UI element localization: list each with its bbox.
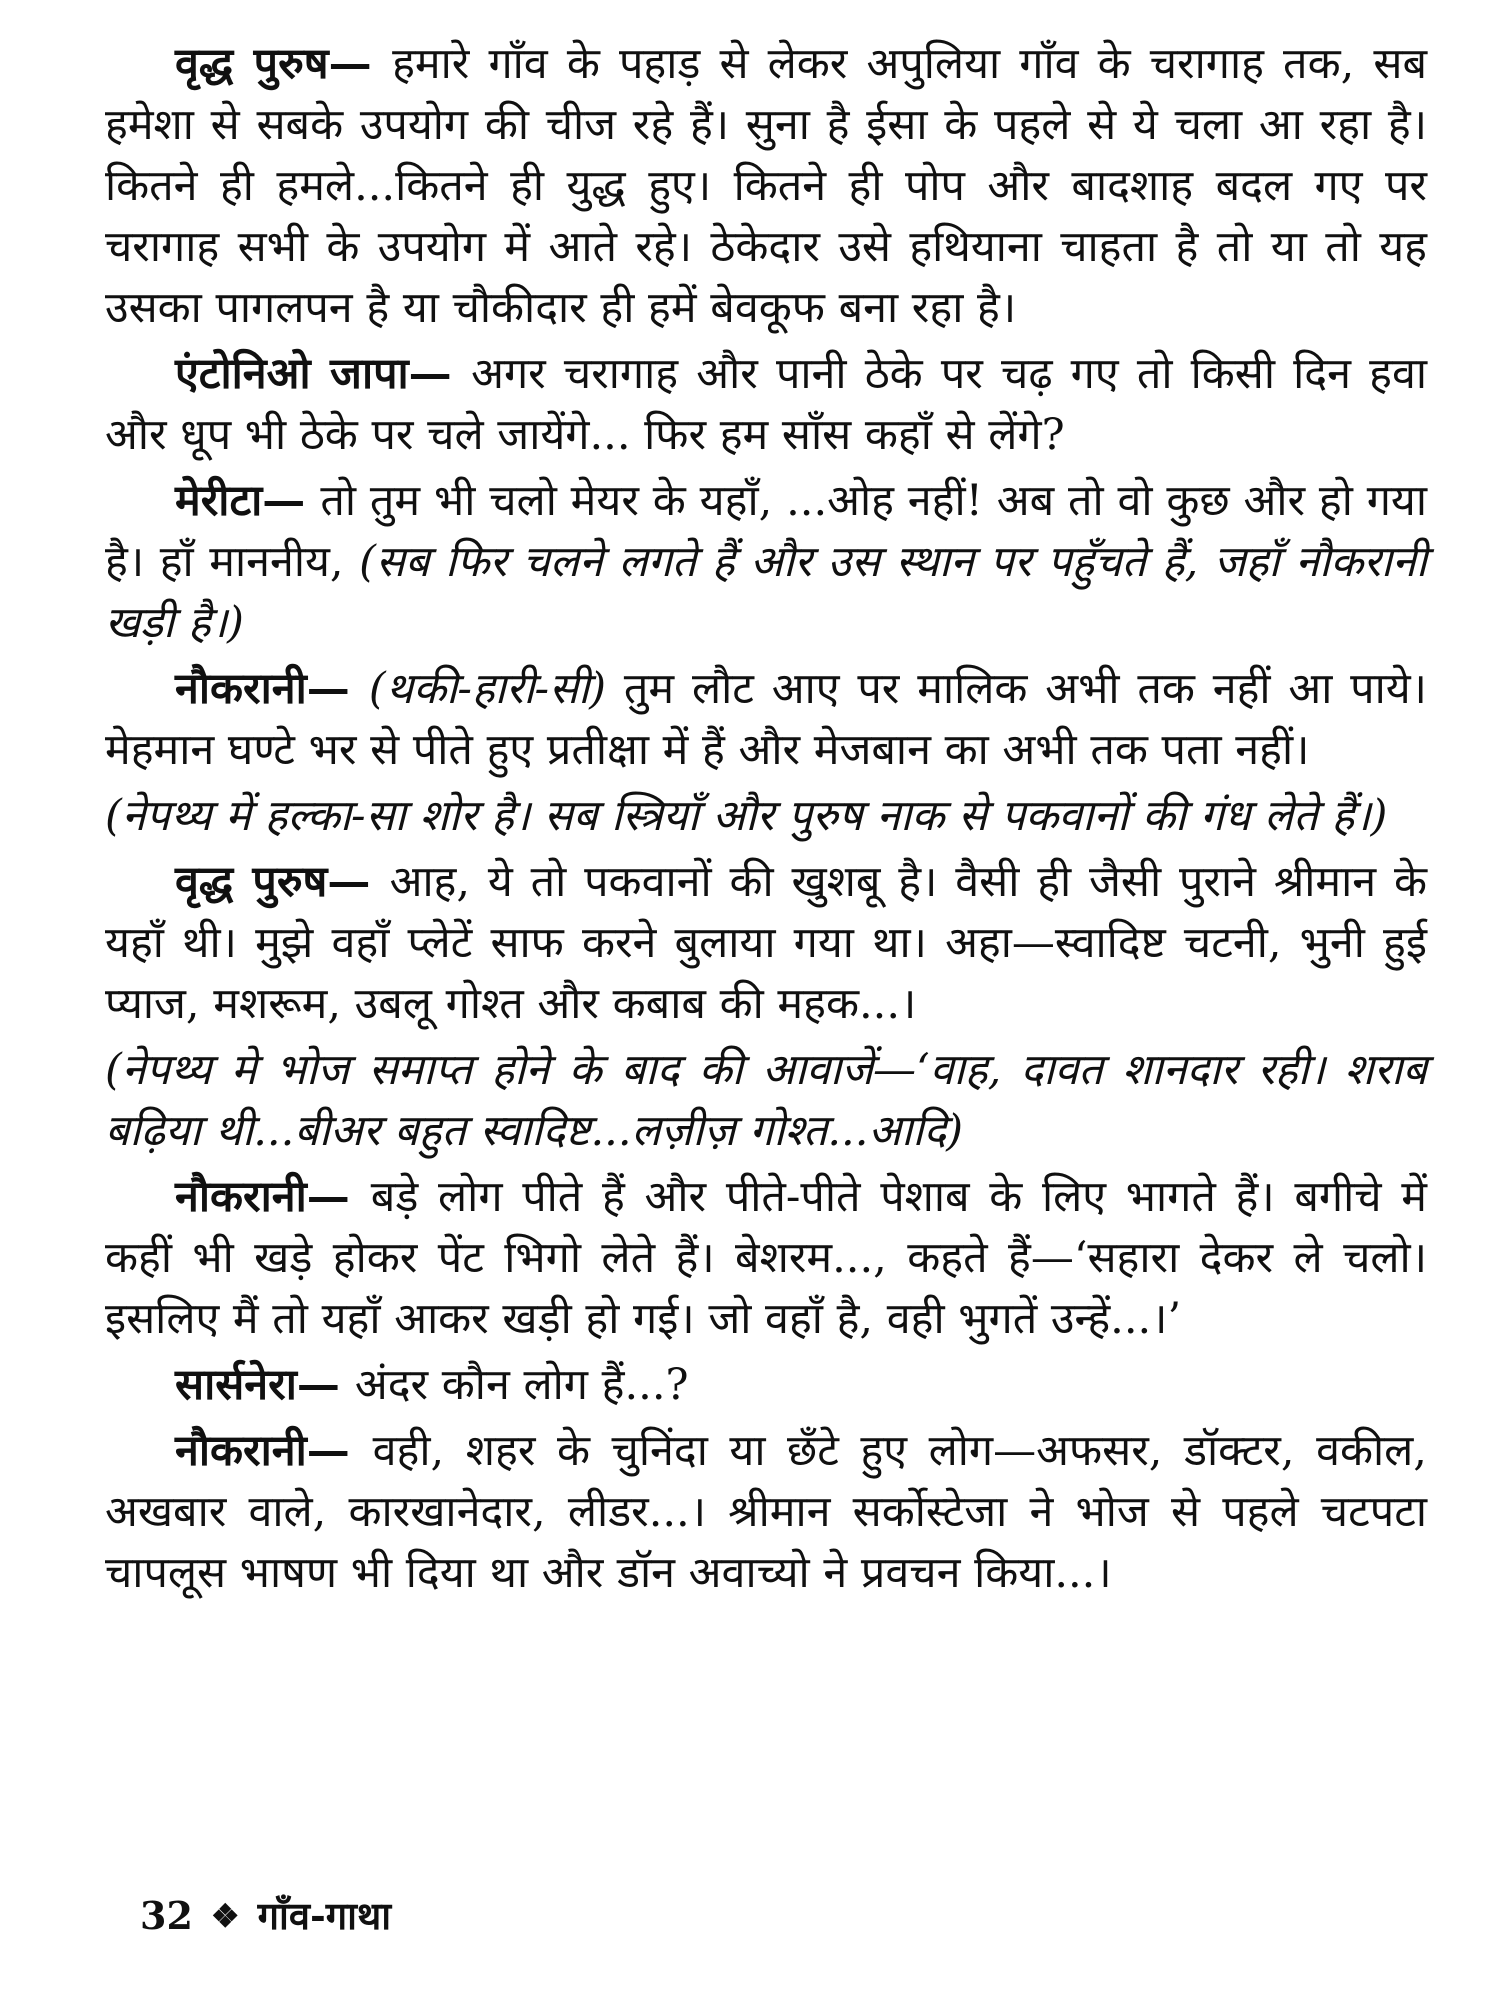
dialogue-text: तुम लौट आए पर मालिक अभी तक नहीं आ पाये। मेहमान घण्टे भर से पीते हुए प्रतीक्षा में हैं और मेजबान का अभी तक पता नहीं। xyxy=(105,664,1427,775)
stage-direction: (नेपथ्य मे भोज समाप्त होने के बाद की आवाजें—‘वाह, दावत शानदार रही। शराब बढ़िया थी...बीअर बहुत स्वादिष्ट...लज़ीज़ गोश्त...आदि) xyxy=(105,1045,1427,1156)
speaker-name: वृद्ध पुरुष— xyxy=(175,39,393,89)
dialogue-text: तो तुम भी चलो मेयर के यहाँ, ...ओह नहीं! अब तो वो कुछ और हो गया है। हाँ माननीय, xyxy=(105,476,1428,587)
speaker-name: नौकरानी— xyxy=(175,1172,371,1222)
speaker-name: मेरीटा— xyxy=(175,476,321,526)
speaker-name: एंटोनिओ जापा— xyxy=(175,349,472,399)
speech-paragraph xyxy=(105,852,1427,1035)
speech-paragraph xyxy=(105,1421,1427,1604)
dialogue-text: वही, शहर के चुनिंदा या छँटे हुए लोग—अफसर, डॉक्टर, वकील, अखबार वाले, कारखानेदार, लीडर...। श्रीमान सर्कोस्टेजा ने भोज से पहले चटपटा चापलूस भाषण भी दिया था और डॉन अवाच्यो ने प्रवचन किया...। xyxy=(105,1426,1427,1598)
dialogue-text: अंदर कौन लोग हैं...? xyxy=(354,1360,689,1410)
speech-paragraph xyxy=(105,471,1427,654)
stage-direction-paragraph xyxy=(105,1040,1427,1162)
text-block xyxy=(105,34,1427,1609)
speech-paragraph xyxy=(105,1167,1427,1350)
stage-direction: (सब फिर चलने लगते हैं और उस स्थान पर पहुँचते हैं, जहाँ नौकरानी खड़ी है।) xyxy=(105,537,1428,648)
stage-direction-paragraph xyxy=(105,786,1427,847)
speaker-name: नौकरानी— xyxy=(175,664,369,714)
speech-paragraph xyxy=(105,659,1427,781)
speech-paragraph xyxy=(105,344,1427,466)
book-title: गाँव-गाथा xyxy=(257,1893,392,1938)
speaker-name: सार्सनेरा— xyxy=(175,1360,355,1410)
dialogue-text: बड़े लोग पीते हैं और पीते-पीते पेशाब के लिए भागते हैं। बगीचे में कहीं भी खड़े होकर पेंट भिगो लेते हैं। बेशरम..., कहते हैं—‘सहारा देकर ले चलो। इसलिए मैं तो यहाँ आकर खड़ी हो गई। जो वहाँ है, वही भुगतें उन्हें...।’ xyxy=(105,1172,1427,1344)
speech-paragraph xyxy=(105,34,1427,339)
speech-paragraph xyxy=(105,1355,1427,1416)
speaker-name: वृद्ध पुरुष— xyxy=(175,857,390,907)
speaker-name: नौकरानी— xyxy=(175,1426,373,1476)
dialogue-text: हमारे गाँव के पहाड़ से लेकर अपुलिया गाँव के चरागाह तक, सब हमेशा से सबके उपयोग की चीज रहे हैं। सुना है ईसा के पहले से ये चला आ रहा है। कितने ही हमले...कितने ही युद्ध हुए। कितने ही पोप और बादशाह बदल गए पर चरागाह सभी के उपयोग में आते रहे। ठेकेदार उसे हथियाना चाहता है तो या तो यह उसका पागलपन है या चौकीदार ही हमें बेवकूफ बना रहा है। xyxy=(105,39,1427,333)
page-number: 32 xyxy=(140,1893,193,1938)
diamond-separator-icon: ❖ xyxy=(210,1897,240,1935)
stage-direction: (नेपथ्य में हल्का-सा शोर है। सब स्त्रियाँ और पुरुष नाक से पकवानों की गंध लेते हैं।) xyxy=(105,791,1388,841)
page-footer xyxy=(140,1893,391,1941)
dialogue-text: आह, ये तो पकवानों की खुशबू है। वैसी ही जैसी पुराने श्रीमान के यहाँ थी। मुझे वहाँ प्लेटें साफ करने बुलाया गया था। अहा—स्वादिष्ट चटनी, भुनी हुई प्याज, मशरूम, उबलू गोश्त और कबाब की महक...। xyxy=(105,857,1428,1029)
stage-direction: (थकी-हारी-सी) xyxy=(368,664,624,714)
dialogue-text: अगर चरागाह और पानी ठेके पर चढ़ गए तो किसी दिन हवा और धूप भी ठेके पर चले जायेंगे... फिर हम साँस कहाँ से लेंगे? xyxy=(105,349,1428,460)
